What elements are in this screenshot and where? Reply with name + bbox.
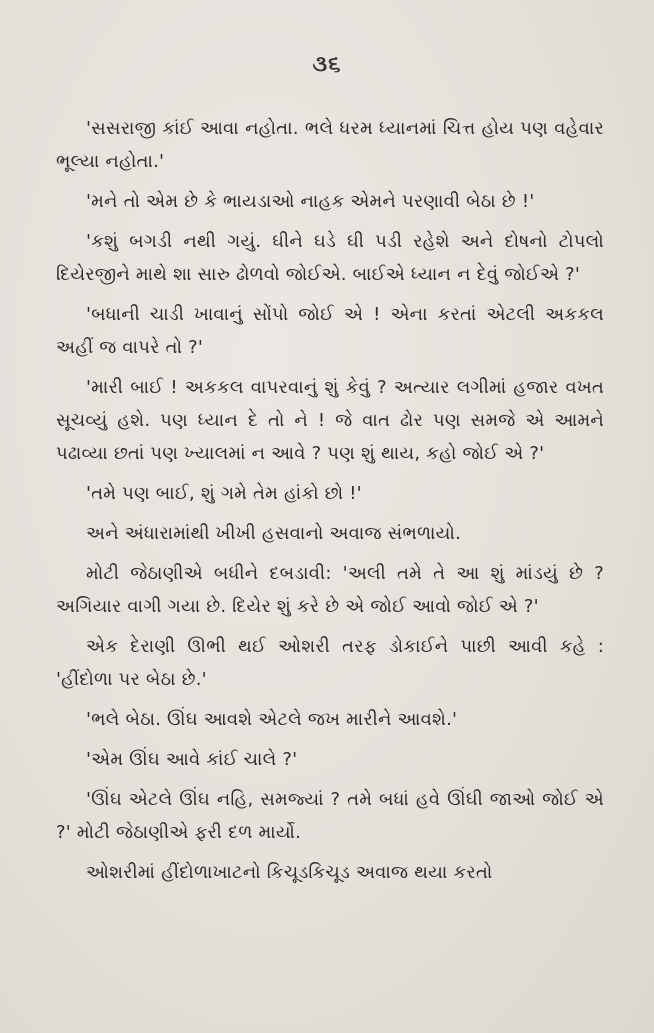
paragraph: 'મને તો એમ છે કે ભાયડાઓ નાહક એમને પરણાવી બેઠા છે !' <box>86 191 535 212</box>
paragraph: 'એમ ઊંઘ આવે કાંઈ ચાલે ?' <box>86 749 298 770</box>
paragraph: મોટી જેઠાણીએ બધીને દબડાવી: 'અલી તમે તે આ શું માંડયું છે ? અગિયાર વાગી ગયા છે. દિયેર શું કરે છે એ જોઈ આવો જોઈ એ ?' <box>56 563 604 617</box>
paragraph: ઓશરીમાં હીંદોળાખાટનો કિચૂડકિચૂડ અવાજ થયા કરતો <box>86 862 493 883</box>
paragraph: 'કશું બગડી નથી ગયું. ઘીને ઘડે ઘી પડી રહેશે અને દોષનો ટોપલો દિયેરજીને માથે શા સારુ ઢોળવો જોઈએ. બાઈએ ધ્યાન ન દેવું જોઈએ ?' <box>56 231 604 285</box>
paragraph: 'તમે પણ બાઈ, શું ગમે તેમ હાંકો છો !' <box>86 483 362 504</box>
paragraph: 'સસરાજી કાંઈ આવા નહોતા. ભલે ધરમ ધ્યાનમાં ચિત્ત હોય પણ વહેવાર ભૂલ્યા નહોતા.' <box>56 118 604 172</box>
paragraph: અને અંધારામાંથી ખીખી હસવાનો અવાજ સંભળાયો. <box>86 523 462 544</box>
paragraph: 'બધાની ચાડી ખાવાનું સોંપો જોઈ એ ! એના કરતાં એટલી અકકલ અહીં જ વાપરે તો ?' <box>56 304 604 358</box>
body-text <box>56 112 604 896</box>
paragraph: 'ઊંઘ એટલે ઊંઘ નહિ, સમજ્યાં ? તમે બધાં હવે ઊંઘી જાઓ જોઈ એ ?' મોટી જેઠાણીએ ફરી દળ માર્યો. <box>56 789 604 843</box>
paragraph: 'ભલે બેઠા. ઊંઘ આવશે એટલે જખ મારીને આવશે.' <box>86 709 458 730</box>
page-number: ૩૬ <box>312 52 342 77</box>
paragraph: 'મારી બાઈ ! અકકલ વાપરવાનું શું કેવું ? અત્યાર લગીમાં હજાર વખત સૂચવ્યું હશે. પણ ધ્યાન દે તો ને ! જે વાત ઢોર પણ સમજે એ આમને પઢાવ્યા છતાં પણ ખ્યાલમાં ન આવે ? પણ શું થાય, કહો જોઈ એ ?' <box>56 377 604 464</box>
paragraph: એક દેરાણી ઊભી થઈ ઓશરી તરફ ડોકાઈને પાછી આવી કહે : 'હીંદોળા પર બેઠા છે.' <box>56 636 604 690</box>
